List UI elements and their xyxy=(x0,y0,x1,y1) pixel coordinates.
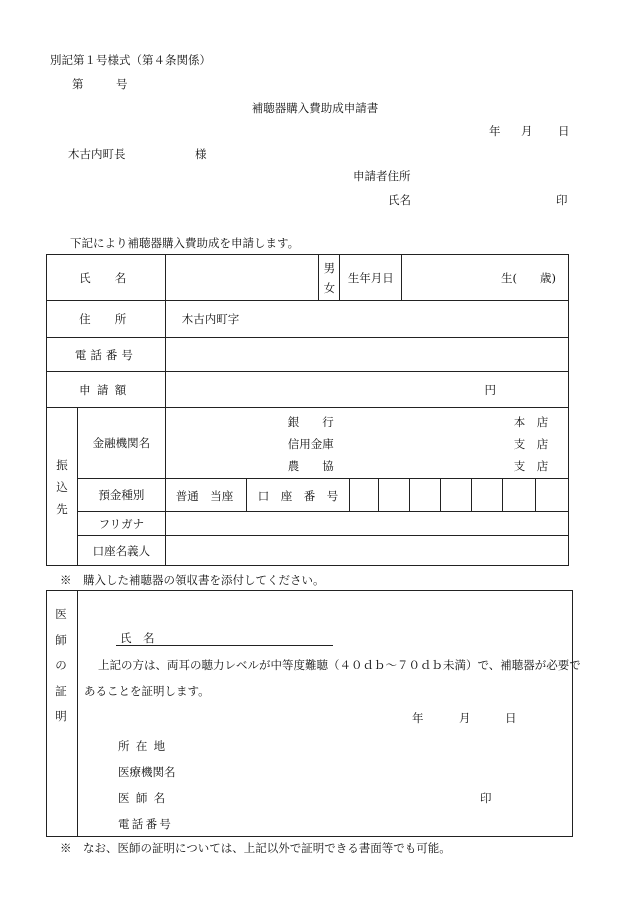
account-label: 口 座 番 号 xyxy=(257,489,339,503)
amount-field[interactable] xyxy=(165,372,568,408)
doctor-name-label: 医師名 xyxy=(118,791,172,805)
branch-type-2: 支 店 xyxy=(513,437,549,451)
row-name xyxy=(47,255,569,301)
transfer-label xyxy=(47,408,78,566)
applicant-seal: 印 xyxy=(556,193,568,207)
row-bank xyxy=(47,408,569,479)
applicant-name-label: 氏名 xyxy=(388,193,411,207)
holder-label: 口座名義人 xyxy=(77,536,165,566)
address-value: 木古内町字 xyxy=(181,312,240,326)
doctor-char-4: 証 xyxy=(55,683,67,698)
phone-label: 電話番号 xyxy=(47,338,166,372)
row-holder xyxy=(47,536,569,566)
name-field[interactable] xyxy=(165,255,319,301)
note-receipt: ※ 購入した補聴器の領収書を添付してください。 xyxy=(60,573,325,587)
doctor-side-label xyxy=(53,602,69,730)
birth-field[interactable] xyxy=(402,255,569,301)
application-table xyxy=(46,254,569,566)
bank-label: 金融機関名 xyxy=(77,408,165,479)
furigana-field[interactable] xyxy=(165,512,568,536)
row-deposit xyxy=(47,479,569,512)
deposit-value[interactable]: 普通 当座 xyxy=(175,489,234,503)
bank-type-3: 農 協 xyxy=(287,459,334,473)
address-label: 住 所 xyxy=(47,301,166,338)
statement-line1: 上記の方は、両耳の聴力レベルが中等度難聴（４０ｄｂ～７０ｄｂ未満）で、補聴器が必要で xyxy=(98,658,581,672)
deposit-field xyxy=(165,479,568,512)
doc-number-go: 号 xyxy=(116,77,128,91)
doctor-phone-label: 電話番号 xyxy=(118,817,174,831)
birth-suffix: 生( 歳) xyxy=(501,270,556,285)
doc-number-dai: 第 xyxy=(72,77,84,91)
patient-name-line[interactable] xyxy=(116,645,333,646)
bank-type-2: 信用金庫 xyxy=(287,437,334,451)
deposit-label: 預金種別 xyxy=(77,479,165,512)
note-doctor: ※ なお、医師の証明については、上記以外で証明できる書面等でも可能。 xyxy=(60,841,451,855)
applicant-address-label: 申請者住所 xyxy=(353,169,411,183)
address-field[interactable] xyxy=(165,301,568,338)
holder-field[interactable] xyxy=(165,536,568,566)
date-year: 年 xyxy=(489,124,501,138)
doctor-char-2: 師 xyxy=(55,632,67,647)
branch-type-1: 本 店 xyxy=(513,415,549,429)
date-day: 日 xyxy=(558,124,570,138)
amount-unit: 円 xyxy=(484,382,496,397)
doctor-char-5: 明 xyxy=(55,709,67,723)
date-month: 月 xyxy=(521,124,533,138)
row-amount xyxy=(47,372,569,408)
gender-female: 女 xyxy=(323,280,336,295)
furigana-label: フリガナ xyxy=(77,512,165,536)
transfer-char-2: 込 xyxy=(56,479,68,494)
gender-cell[interactable] xyxy=(319,255,340,301)
location-label: 所在地 xyxy=(118,739,172,753)
transfer-char-1: 振 xyxy=(56,457,68,472)
cert-date-year: 年 xyxy=(412,711,424,725)
branch-type-3: 支 店 xyxy=(513,459,549,473)
amount-label: 申請額 xyxy=(47,372,166,408)
document-title: 補聴器購入費助成申請書 xyxy=(251,101,379,115)
row-address xyxy=(47,301,569,338)
birth-label: 生年月日 xyxy=(340,255,402,301)
bank-field[interactable] xyxy=(165,408,568,479)
form-number-label: 別記第１号様式（第４条関係） xyxy=(50,53,211,67)
doctor-seal: 印 xyxy=(480,791,492,805)
doctor-char-1: 医 xyxy=(55,607,67,621)
bank-type-1: 銀 行 xyxy=(287,415,334,429)
cert-date-month: 月 xyxy=(459,711,471,725)
honorific: 様 xyxy=(195,147,207,161)
intro-text: 下記により補聴器購入費助成を申請します。 xyxy=(70,236,300,250)
patient-name-label: 氏 名 xyxy=(120,631,155,645)
name-label: 氏 名 xyxy=(47,255,166,301)
addressee: 木古内町長 xyxy=(68,147,126,161)
row-phone xyxy=(47,338,569,372)
institution-label: 医療機関名 xyxy=(118,765,176,779)
doctor-char-3: の xyxy=(55,658,67,672)
phone-field[interactable] xyxy=(165,338,568,372)
cert-date-day: 日 xyxy=(505,711,517,725)
transfer-char-3: 先 xyxy=(56,501,68,516)
row-furigana xyxy=(47,512,569,536)
statement-line2: あることを証明します。 xyxy=(84,684,210,698)
gender-male: 男 xyxy=(323,260,336,275)
